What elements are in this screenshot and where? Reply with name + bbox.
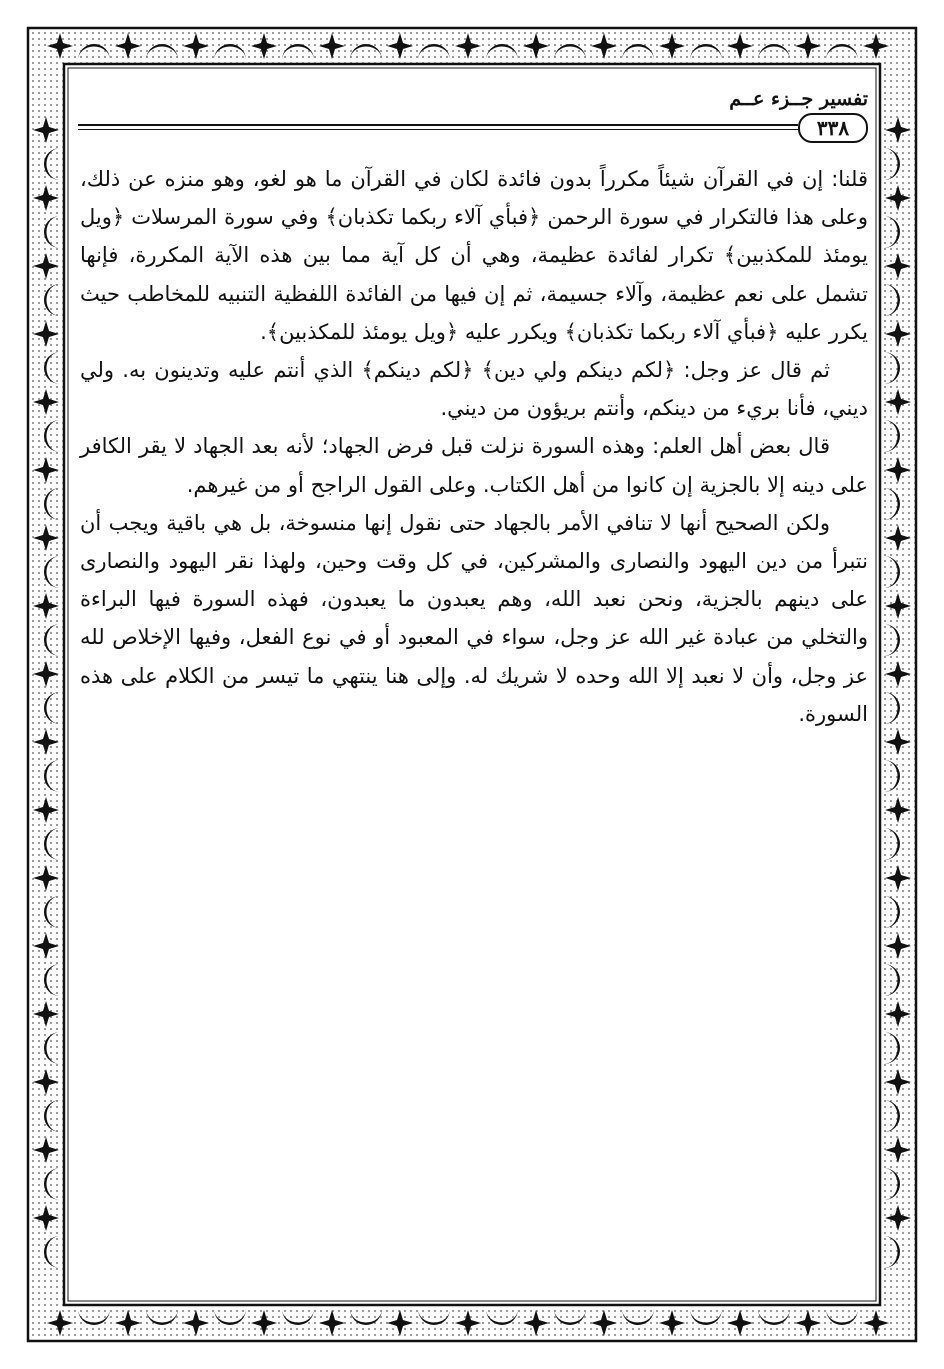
- paragraph: قال بعض أهل العلم: وهذه السورة نزلت قبل فرض الجهاد؛ لأنه بعد الجهاد لا يقر الكافر على دينه إلا بالجزية إن كانوا من أهل الكتاب. وعلى القول الراجح أو من غيرهم.: [80, 434, 868, 497]
- paragraph: ولكن الصحيح أنها لا تنافي الأمر بالجهاد حتى نقول إنها منسوخة، بل هي باقية ويجب أن نتبرأ من دين اليهود والنصارى والمشركين، في كل وقت وحين، ولهذا نقر اليهود والنصارى على دينهم بالجزية، ونحن نعبد الله، وهم يعبدون ما يعبدون، فهذه السورة فيها البراءة والتخلي من عبادة غير الله عز وجل، سواء في المعبود أو في نوع الفعل، وفيها الإخلاص لله عز وجل، وأن لا نعبد إلا الله وحده لا شريك له. وإلى هنا ينتهي ما تيسر من الكلام على هذه السورة.: [80, 510, 868, 726]
- header-rule: [78, 124, 798, 130]
- running-title: تفسير جــزء عــم: [729, 88, 868, 110]
- page-number: ٣٣٨: [798, 113, 868, 143]
- paragraph: قلنا: إن في القرآن شيئاً مكرراً بدون فائدة لكان في القرآن ما هو لغو، وهو منزه عن ذلك، وعلى هذا فالتكرار في سورة الرحمن ﴿فبأي آلاء ربكما تكذبان﴾ وفي سورة المرسلات ﴿ويل يومئذ للمكذبين﴾ تكرار لفائدة عظيمة، وهي أن كل آية مما بين هذه الآية المكررة، فإنها تشمل على نعم عظيمة، وآلاء جسيمة، ثم إن فيها من الفائدة اللفظية التنبيه للمخاطب حيث يكرر عليه ﴿فبأي آلاء ربكما تكذبان﴾ ويكرر عليه ﴿ويل يومئذ للمكذبين﴾.: [80, 167, 868, 344]
- page-header: [78, 88, 868, 148]
- body-text: [80, 160, 868, 733]
- paragraph: ثم قال عز وجل: ﴿لكم دينكم ولي دين﴾ ﴿لكم دينكم﴾ الذي أنتم عليه وتدينون به. ولي ديني، فأنا بريء من دينكم، وأنتم بريؤون من ديني.: [80, 358, 868, 421]
